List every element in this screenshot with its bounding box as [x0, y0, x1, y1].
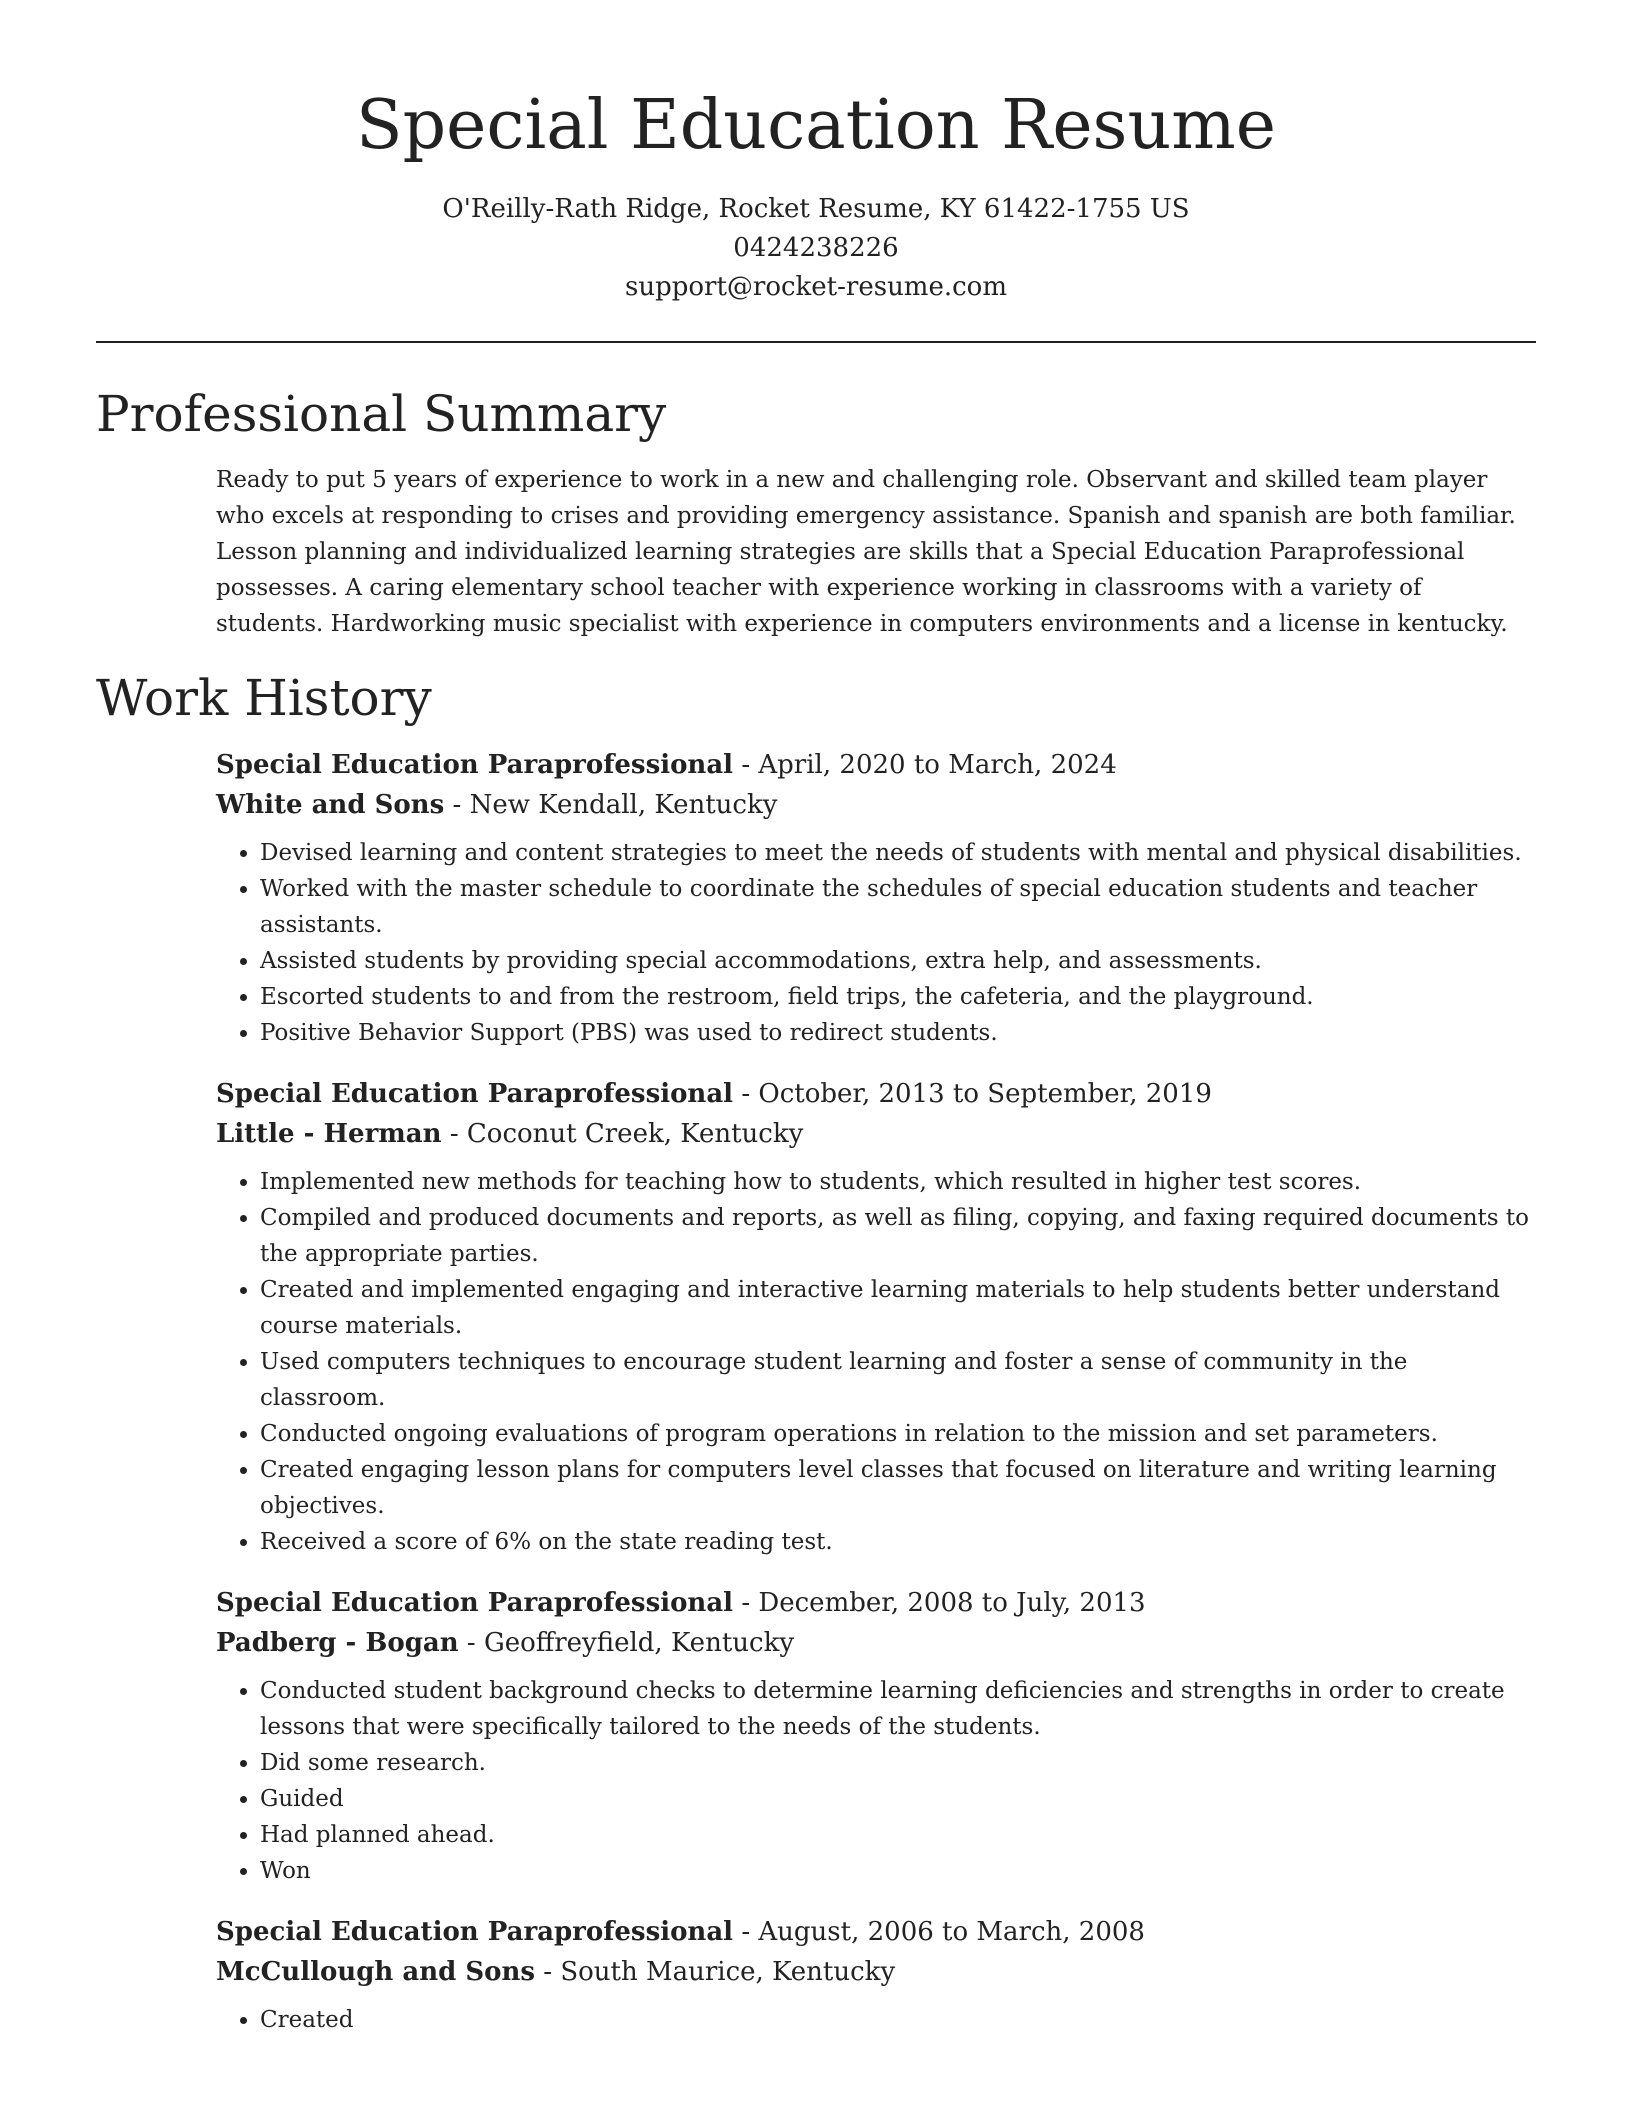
job-entry	[216, 745, 1536, 1051]
job-bullet-list	[216, 2002, 1536, 2038]
summary-heading: Professional Summary	[96, 385, 667, 443]
separator: -	[733, 1079, 759, 1109]
job-entry	[216, 1912, 1536, 2038]
job-bullet: • Worked with the master schedule to coordinate the schedules of special education students and teacher assistants.	[260, 871, 1536, 943]
separator: -	[458, 1628, 484, 1658]
header-divider	[96, 341, 1536, 343]
contact-info	[0, 190, 1632, 307]
job-bullet: • Received a score of 6% on the state reading test.	[260, 1524, 1536, 1560]
job-title-line	[216, 1583, 1536, 1623]
job-bullet: • Compiled and produced documents and reports, as well as filing, copying, and faxing required documents to the appropriate parties.	[260, 1200, 1536, 1272]
job-bullet: • Created and implemented engaging and interactive learning materials to help students better understand course materials.	[260, 1272, 1536, 1344]
job-bullet-list	[216, 1164, 1536, 1560]
job-title: Special Education Paraprofessional	[216, 1917, 734, 1947]
job-bullet: • Won	[260, 1853, 1536, 1889]
job-bullet-list	[216, 1673, 1536, 1889]
job-bullet: • Conducted student background checks to determine learning deficiencies and strengths in order to create lessons that were specifically tailored to the needs of the students.	[260, 1673, 1536, 1745]
job-bullet: • Escorted students to and from the restroom, field trips, the cafeteria, and the playground.	[260, 979, 1536, 1015]
separator: -	[441, 1119, 467, 1149]
job-employer: Little - Herman	[216, 1119, 442, 1149]
contact-email: support@rocket-resume.com	[624, 272, 1007, 302]
job-bullet-list	[216, 835, 1536, 1051]
job-employer: Padberg - Bogan	[216, 1628, 459, 1658]
separator: -	[733, 1588, 759, 1618]
job-title: Special Education Paraprofessional	[216, 1588, 734, 1618]
job-location: Geoffreyfield, Kentucky	[483, 1628, 795, 1658]
job-location: New Kendall, Kentucky	[469, 790, 778, 820]
job-bullet: • Guided	[260, 1781, 1536, 1817]
job-employer: McCullough and Sons	[216, 1957, 535, 1987]
job-title-line	[216, 745, 1536, 785]
work-history-heading: Work History	[96, 669, 432, 727]
job-dates: August, 2006 to March, 2008	[758, 1917, 1145, 1947]
job-title-line	[216, 1912, 1536, 1952]
job-bullet: • Conducted ongoing evaluations of program operations in relation to the mission and set parameters.	[260, 1416, 1536, 1452]
job-employer: White and Sons	[216, 790, 445, 820]
job-bullet: • Positive Behavior Support (PBS) was used to redirect students.	[260, 1015, 1536, 1051]
job-employer-line	[216, 1114, 1536, 1154]
job-bullet: • Implemented new methods for teaching how to students, which resulted in higher test scores.	[260, 1164, 1536, 1200]
job-bullet: • Devised learning and content strategies to meet the needs of students with mental and physical disabilities.	[260, 835, 1536, 871]
job-employer-line	[216, 1952, 1536, 1992]
work-history-list	[216, 745, 1536, 2061]
job-dates: December, 2008 to July, 2013	[758, 1588, 1146, 1618]
job-bullet: • Did some research.	[260, 1745, 1536, 1781]
separator: -	[733, 750, 759, 780]
job-title-line	[216, 1074, 1536, 1114]
page-title: Special Education Resume	[356, 86, 1276, 165]
separator: -	[534, 1957, 561, 1987]
job-bullet: • Had planned ahead.	[260, 1817, 1536, 1853]
job-entry	[216, 1583, 1536, 1889]
job-dates: October, 2013 to September, 2019	[758, 1079, 1212, 1109]
separator: -	[444, 790, 470, 820]
job-title: Special Education Paraprofessional	[216, 1079, 734, 1109]
contact-phone: 0424238226	[733, 233, 899, 263]
job-employer-line	[216, 1623, 1536, 1663]
job-employer-line	[216, 785, 1536, 825]
job-bullet: • Created	[260, 2002, 1536, 2038]
job-title: Special Education Paraprofessional	[216, 750, 734, 780]
job-bullet: • Used computers techniques to encourage student learning and foster a sense of community in the classroom.	[260, 1344, 1536, 1416]
job-bullet: • Assisted students by providing special accommodations, extra help, and assessments.	[260, 943, 1536, 979]
contact-address: O'Reilly-Rath Ridge, Rocket Resume, KY 61422-1755 US	[442, 194, 1190, 224]
separator: -	[733, 1917, 759, 1947]
job-location: South Maurice, Kentucky	[560, 1957, 896, 1987]
job-location: Coconut Creek, Kentucky	[466, 1119, 804, 1149]
job-dates: April, 2020 to March, 2024	[758, 750, 1117, 780]
job-entry	[216, 1074, 1536, 1560]
summary-text: Ready to put 5 years of experience to work in a new and challenging role. Observant and skilled team player who excels at responding to crises and providing emergency assistance. Spanish and spanish are both familiar. Lesson planning and individualized learning strategies are skills that a Special Education Paraprofessional possesses. A caring elementary school teacher with experience working in classrooms with a variety of students. Hardworking music specialist with experience in computers environments and a license in kentucky.	[216, 467, 1516, 637]
job-bullet: • Created engaging lesson plans for computers level classes that focused on literature and writing learning objectives.	[260, 1452, 1536, 1524]
